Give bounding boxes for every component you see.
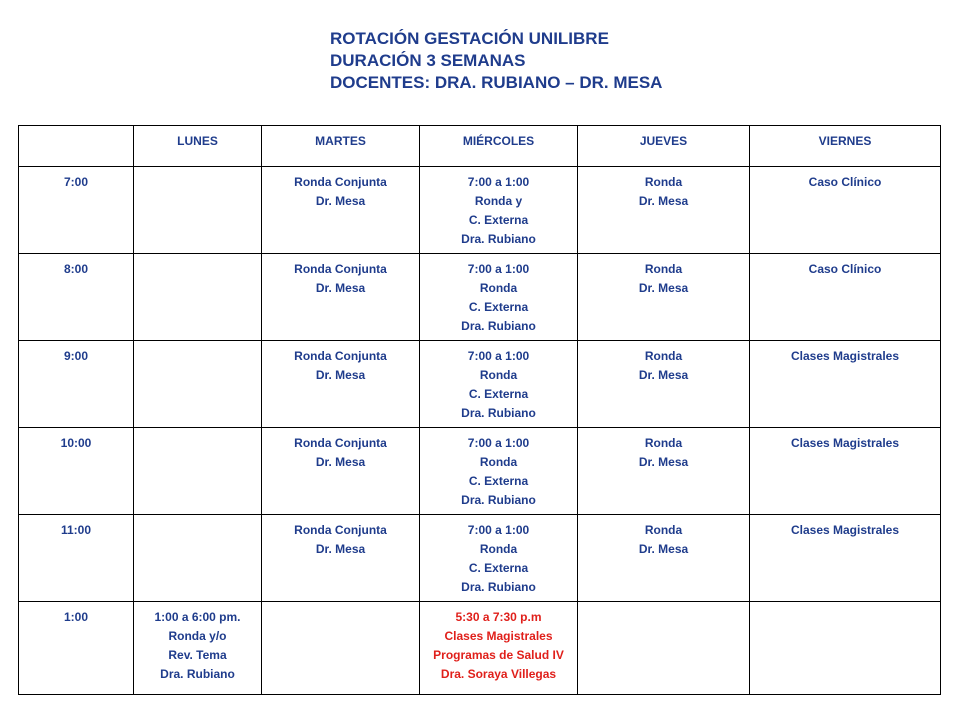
cell-miercoles [420,515,578,602]
cell-line: Clases Magistrales [790,436,900,450]
cell-line: 7:00 a 1:00 [467,175,530,189]
cell-jueves [578,167,750,254]
cell-line: C. Externa [468,561,529,575]
cell-line: Ronda Conjunta [294,349,387,363]
cell-line: Ronda [479,281,518,295]
cell-line: Dr. Mesa [315,281,366,295]
cell-line: Ronda [479,368,518,382]
cell-viernes [750,254,941,341]
time-cell: 7:00 [19,167,134,254]
cell-lunes [134,602,262,695]
table-row [19,167,941,254]
cell-miercoles [420,428,578,515]
cell-line: Ronda [644,349,683,363]
schedule-table [18,125,941,695]
column-header-viernes: VIERNES [750,126,941,167]
cell-line: Ronda [644,262,683,276]
schedule-body [19,167,941,695]
cell-jueves [578,428,750,515]
column-header-lunes: LUNES [134,126,262,167]
time-cell: 9:00 [19,341,134,428]
cell-lunes [134,167,262,254]
cell-line: Caso Clínico [808,175,882,189]
cell-viernes [750,167,941,254]
cell-line: Clases Magistrales [444,629,553,643]
cell-jueves [578,602,750,695]
title-rotation: ROTACIÓN GESTACIÓN UNILIBRE [330,29,609,48]
cell-lunes [134,428,262,515]
cell-line: C. Externa [468,300,529,314]
cell-line: Dra. Rubiano [461,406,536,420]
header-row [19,126,941,167]
time-cell: 8:00 [19,254,134,341]
cell-line: C. Externa [468,213,529,227]
cell-viernes [750,515,941,602]
cell-martes [262,515,420,602]
cell-martes [262,341,420,428]
cell-lunes [134,341,262,428]
cell-line: Ronda Conjunta [294,523,387,537]
cell-line: Ronda y/o [168,629,227,643]
cell-line: Dr. Mesa [638,455,689,469]
cell-line: Dra. Rubiano [160,667,235,681]
cell-line: Dra. Rubiano [461,493,536,507]
cell-line: Ronda [644,175,683,189]
time-cell: 11:00 [19,515,134,602]
cell-line: Dr. Mesa [638,542,689,556]
table-row [19,254,941,341]
cell-line: Dr. Mesa [315,542,366,556]
column-header-martes: MARTES [262,126,420,167]
time-cell: 1:00 [19,602,134,695]
cell-line: 7:00 a 1:00 [467,349,530,363]
cell-miercoles [420,341,578,428]
cell-line: C. Externa [468,387,529,401]
cell-line: Dr. Mesa [638,281,689,295]
cell-line: Programas de Salud IV [433,648,564,662]
column-header-jueves: JUEVES [578,126,750,167]
cell-martes [262,428,420,515]
cell-line: Ronda Conjunta [294,436,387,450]
cell-line: 5:30 a 7:30 p.m [455,610,542,624]
cell-line: Ronda [644,436,683,450]
cell-line: Rev. Tema [168,648,227,662]
cell-line: Ronda y [474,194,523,208]
cell-line: 1:00 a 6:00 pm. [154,610,241,624]
cell-miercoles [420,254,578,341]
cell-viernes [750,428,941,515]
cell-line: 7:00 a 1:00 [467,262,530,276]
cell-line: Caso Clínico [808,262,882,276]
cell-miercoles [420,167,578,254]
cell-line: Dra. Soraya Villegas [440,667,557,681]
cell-viernes [750,341,941,428]
cell-line: Ronda [479,542,518,556]
cell-martes [262,167,420,254]
cell-line: Dr. Mesa [315,455,366,469]
table-row [19,515,941,602]
cell-line: Dr. Mesa [315,368,366,382]
cell-line: Dra. Rubiano [461,232,536,246]
cell-line: Dra. Rubiano [461,319,536,333]
cell-miercoles [420,602,578,695]
column-header-miercoles: MIÉRCOLES [420,126,578,167]
cell-jueves [578,341,750,428]
cell-jueves [578,254,750,341]
cell-line: Clases Magistrales [790,523,900,537]
table-row [19,341,941,428]
title-teachers: DOCENTES: DRA. RUBIANO – DR. MESA [330,73,663,92]
cell-line: Dr. Mesa [638,194,689,208]
cell-line: Clases Magistrales [790,349,900,363]
page-header [330,28,662,94]
cell-line: Ronda Conjunta [294,175,387,189]
cell-martes [262,602,420,695]
cell-line: Ronda [479,455,518,469]
title-duration: DURACIÓN 3 SEMANAS [330,51,526,70]
cell-martes [262,254,420,341]
cell-jueves [578,515,750,602]
cell-lunes [134,254,262,341]
cell-line: Ronda [644,523,683,537]
cell-line: 7:00 a 1:00 [467,436,530,450]
cell-line: Ronda Conjunta [294,262,387,276]
table-row [19,428,941,515]
column-header-time [19,126,134,167]
cell-line: 7:00 a 1:00 [467,523,530,537]
cell-viernes [750,602,941,695]
cell-line: C. Externa [468,474,529,488]
table-row [19,602,941,695]
time-cell: 10:00 [19,428,134,515]
cell-lunes [134,515,262,602]
cell-line: Dra. Rubiano [461,580,536,594]
cell-line: Dr. Mesa [315,194,366,208]
cell-line: Dr. Mesa [638,368,689,382]
